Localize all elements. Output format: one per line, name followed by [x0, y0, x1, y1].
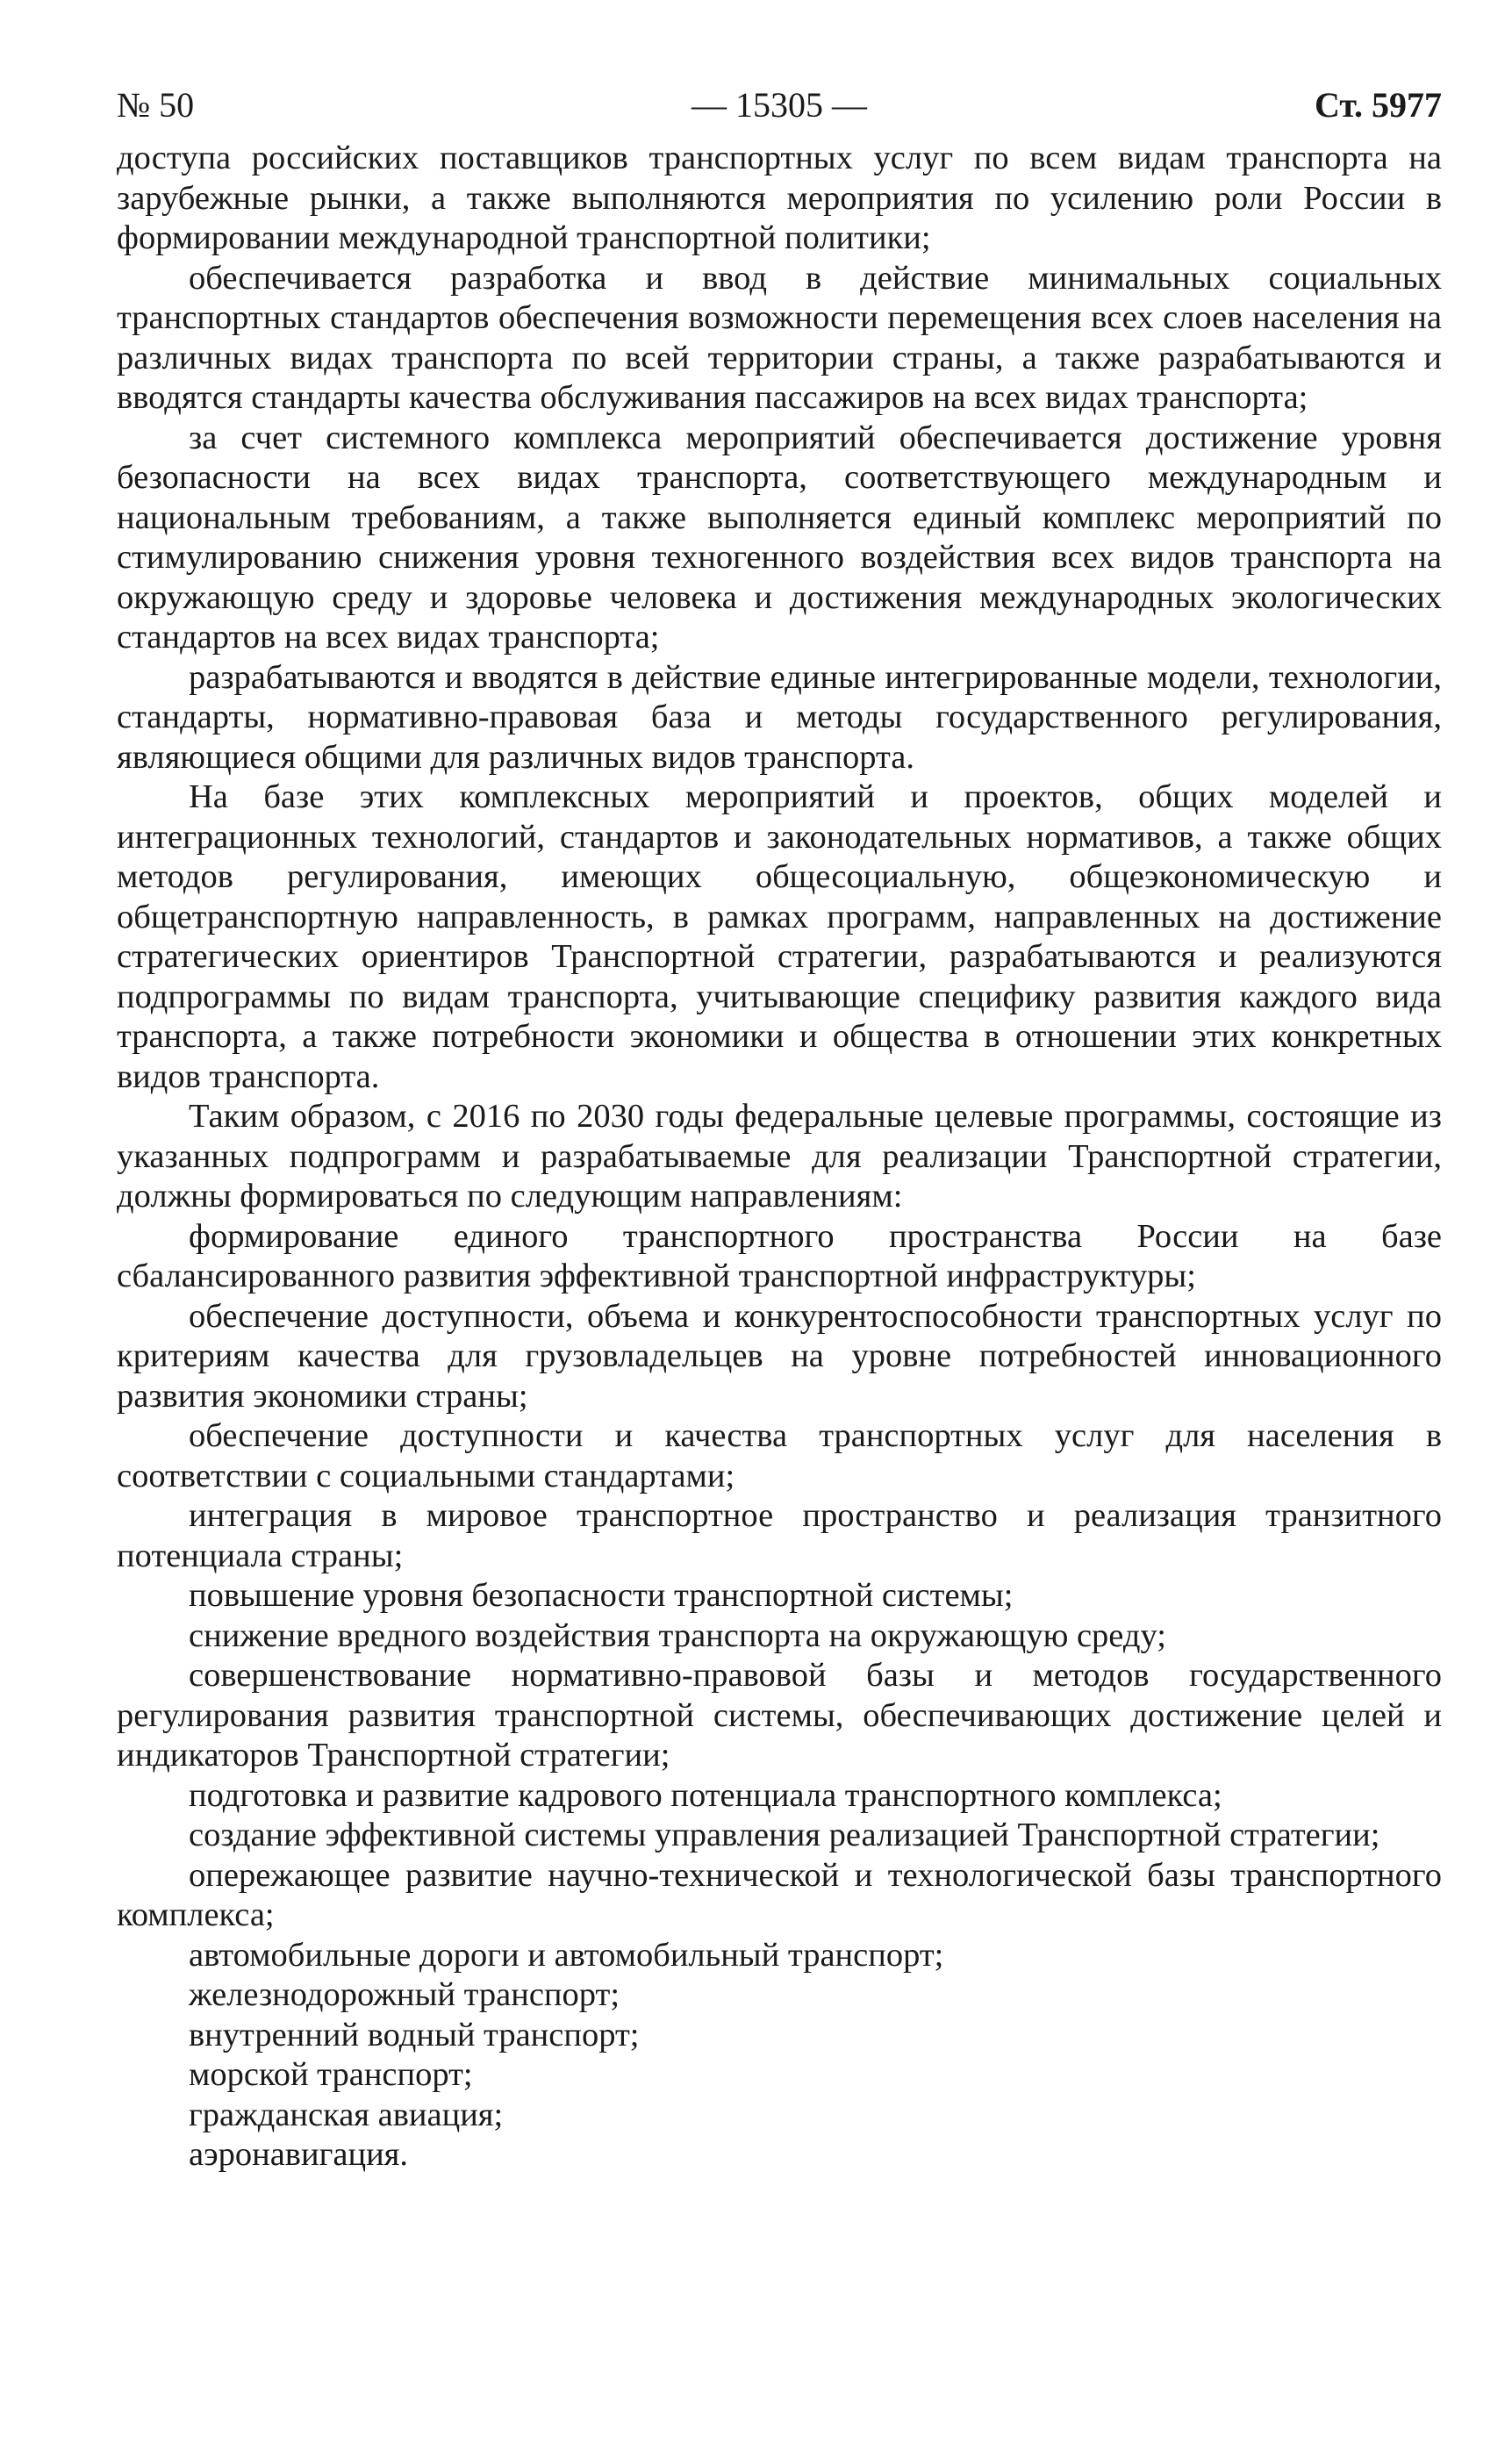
list-item: формирование единого транспортного пространства России на базе сбалансированного развития эффективной транспортной инфраструктуры; — [117, 1217, 1442, 1294]
list-item: интеграция в мировое транспортное пространство и реализация транзитного потенциала страны; — [117, 1497, 1442, 1574]
list-item: морской транспорт; — [189, 2056, 473, 2093]
paragraph: доступа российских поставщиков транспортных услуг по всем видам транспорта на зарубежные рынки, а также выполняются мероприятия по усилению роли России в формировании международной транспортной политики; — [117, 140, 1442, 256]
list-item: обеспечение доступности, объема и конкурентоспособности транспортных услуг по критериям качества для грузовладельцев на уровне потребностей инновационного развития экономики страны; — [117, 1297, 1442, 1415]
list-item: совершенствование нормативно-правовой базы и методов государственного регулирования развития транспортной системы, обеспечивающих достижение целей и индикаторов Транспортной стратегии; — [117, 1657, 1442, 1774]
page-header — [117, 77, 1442, 139]
list-item: железнодорожный транспорт; — [189, 1976, 620, 2013]
list-item: повышение уровня безопасности транспортной системы; — [189, 1577, 1014, 1614]
list-item: снижение вредного воздействия транспорта на окружающую среду; — [189, 1616, 1166, 1654]
article-number: Ст. 5977 — [1315, 85, 1442, 125]
issue-number: № 50 — [117, 85, 195, 125]
list-item: опережающее развитие научно-технической и технологической базы транспортного комплекса; — [117, 1856, 1442, 1933]
document-body — [117, 139, 1442, 2175]
page-number: — 15305 — — [692, 85, 867, 125]
list-item: подготовка и развитие кадрового потенциала транспортного комплекса; — [189, 1776, 1222, 1814]
list-item: внутренний водный транспорт; — [189, 2016, 640, 2053]
list-item: обеспечение доступности и качества транспортных услуг для населения в соответствии с социальными стандартами; — [117, 1417, 1442, 1494]
list-item: гражданская авиация; — [189, 2096, 504, 2133]
paragraph: разрабатываются и вводятся в действие единые интегрированные модели, технологии, стандарты, нормативно-правовая база и методы государственного регулирования, являющиеся общими для различных видов транспорта. — [117, 658, 1442, 776]
list-item: автомобильные дороги и автомобильный транспорт; — [189, 1936, 944, 1974]
paragraph: Таким образом, с 2016 по 2030 годы федеральные целевые программы, состоящие из указанных подпрограмм и разрабатываемые для реализации Транспортной стратегии, должны формироваться по следующим направлениям: — [117, 1098, 1442, 1215]
paragraph: обеспечивается разработка и ввод в действие минимальных социальных транспортных стандартов обеспечения возможности перемещения всех слоев населения на различных видах транспорта по всей территории страны, а также разрабатываются и вводятся стандарты качества обслуживания пассажиров на всех видах транспорта; — [117, 259, 1442, 416]
paragraph: На базе этих комплексных мероприятий и проектов, общих моделей и интеграционных технологий, стандартов и законодательных нормативов, а также общих методов регулирования, имеющих общесоциальную, общеэкономическую и общетранспортную направленность, в рамках программ, направленных на достижение стратегических ориентиров Транспортной стратегии, разрабатываются и реализуются подпрограммы по видам транспорта, учитывающие специфику развития каждого вида транспорта, а также потребности экономики и общества в отношении этих конкретных видов транспорта. — [117, 778, 1442, 1095]
list-item: создание эффективной системы управления реализацией Транспортной стратегии; — [189, 1817, 1380, 1853]
paragraph: за счет системного комплекса мероприятий обеспечивается достижение уровня безопасности на всех видах транспорта, соответствующего международным и национальным требованиям, а также выполняется единый комплекс мероприятий по стимулированию снижения уровня техногенного воздействия всех видов транспорта на окружающую среду и здоровье человека и достижения международных экологических стандартов на всех видах транспорта; — [117, 419, 1442, 656]
list-item: аэронавигация. — [189, 2136, 409, 2173]
